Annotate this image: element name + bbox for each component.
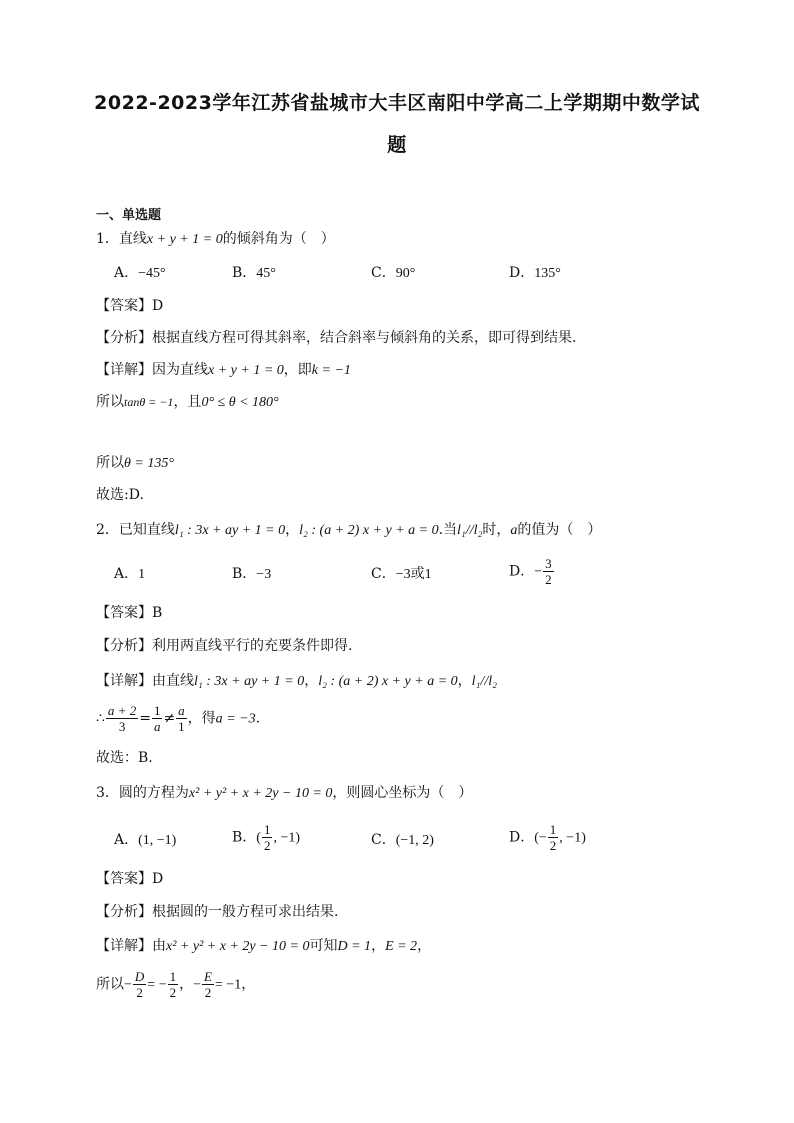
not-equal-sign: ≠ — [163, 710, 176, 727]
document-title: 2022-2023学年江苏省盐城市大丰区南阳中学高二上学期期中数学试 — [94, 92, 700, 114]
q1-option-c — [371, 263, 415, 284]
detail-text: 因为直线 — [152, 362, 208, 378]
numerator: a + 2 — [107, 703, 137, 718]
q2-option-a — [114, 564, 145, 585]
tan-equation: tanθ = −1 — [124, 395, 174, 409]
detail-text: 可知 — [309, 938, 338, 954]
parallel-condition: l₁//l₂ — [471, 674, 497, 689]
q2-answer — [96, 603, 162, 623]
detail-text: 所以 — [96, 455, 124, 471]
numerator: D — [134, 969, 145, 984]
angle-result: θ = 135° — [124, 456, 174, 471]
q2-number: 2． — [96, 522, 119, 538]
option-value: 90° — [395, 266, 416, 281]
q3-analysis — [96, 902, 338, 922]
q1-stem — [96, 229, 335, 250]
q1-detail — [96, 360, 351, 381]
line-l2-equation: l₂ : (a + 2) x + y + a = 0 — [299, 523, 439, 538]
option-value: −45° — [138, 266, 166, 281]
q3-derivation: 所以− $\frac{D}{2}$ = − $\frac{1}{2}$ ，− $\frac{E}{2}$ = −1， — [96, 969, 256, 1000]
q2-stem-text: .当 — [438, 522, 458, 538]
option-value: − — [534, 564, 543, 580]
option-key: A． — [114, 832, 139, 848]
q1-equation: x + y + 1 = 0 — [146, 232, 223, 247]
denominator: 2 — [136, 985, 143, 1000]
q1-conclusion: 故选:D. — [96, 487, 144, 503]
option-key: D． — [509, 265, 535, 281]
q2-derivation — [96, 703, 260, 735]
fraction — [262, 822, 273, 853]
q2-stem — [96, 520, 601, 541]
answer-value: B — [152, 605, 163, 621]
option-key: B． — [232, 265, 257, 281]
detail-tag: 【详解】 — [96, 938, 152, 954]
q2-analysis — [96, 636, 352, 656]
line-l1-equation: l₁ : 3x + ay + 1 = 0 — [174, 523, 286, 538]
q2-stem-text: 已知直线 — [118, 522, 175, 538]
q3-stem-text-end: ，则圆心坐标为（ ） — [332, 785, 473, 801]
denominator: 2 — [263, 838, 271, 853]
answer-tag: 【答案】 — [96, 605, 152, 621]
equals-sign: = − — [147, 977, 167, 993]
option-key: C． — [371, 832, 396, 848]
parallel-condition: l₁//l₂ — [457, 523, 483, 538]
option-key: D． — [509, 829, 535, 846]
denominator: 2 — [549, 838, 557, 853]
q3-stem-text: 圆的方程为 — [118, 785, 189, 801]
detail-tag: 【详解】 — [96, 362, 152, 378]
numerator: 3 — [545, 556, 552, 571]
q1-number: 1． — [96, 231, 119, 247]
q1-stem-text: 直线 — [118, 231, 147, 247]
detail-tag: 【详解】 — [96, 673, 152, 689]
fraction — [202, 969, 214, 1000]
analysis-tag: 【分析】 — [96, 904, 152, 920]
option-value: (−1, 2) — [395, 833, 434, 848]
q1-option-d — [509, 263, 561, 284]
q3-detail — [96, 936, 431, 957]
fraction — [106, 703, 138, 734]
separator: ， — [371, 938, 386, 954]
detail-text: 由直线 — [152, 673, 194, 689]
q3-stem — [96, 783, 472, 804]
numerator: 1 — [549, 822, 557, 837]
numerator: E — [204, 969, 212, 984]
q2-stem-text: 时， — [482, 522, 511, 538]
fraction — [176, 703, 187, 734]
answer-value: D — [152, 298, 164, 314]
q3-answer — [96, 869, 163, 889]
q2-option-d — [509, 556, 555, 587]
detail-text: ，且 — [173, 394, 202, 410]
q1-detail-line1 — [96, 392, 279, 413]
result-value: a = −3 — [215, 711, 256, 727]
denominator: a — [153, 719, 161, 734]
q1-answer — [96, 296, 163, 316]
circle-equation: x² + y² + x + 2y − 10 = 0 — [166, 939, 310, 954]
option-key: D． — [509, 563, 535, 580]
variable-a: a — [510, 523, 518, 538]
q1-detail-line2 — [96, 453, 174, 474]
detail-slope: k = −1 — [311, 363, 351, 378]
separator: ， — [304, 673, 319, 689]
q3-option-b — [232, 822, 300, 853]
option-key: C． — [371, 566, 396, 582]
q3-option-a — [114, 830, 176, 851]
coordinate-rest: , −1) — [559, 830, 586, 846]
detail-text: 所以 — [96, 976, 124, 993]
coordinate-rest: , −1) — [273, 830, 301, 846]
fraction — [133, 969, 146, 1000]
q1-analysis — [96, 328, 576, 348]
line-l2-equation: l₂ : (a + 2) x + y + a = 0 — [318, 674, 458, 689]
fraction — [168, 969, 179, 1000]
option-key: A． — [114, 265, 139, 281]
paren: ( — [256, 830, 261, 846]
detail-text: ，即 — [283, 362, 312, 378]
detail-text: . — [255, 710, 261, 727]
option-value: −3或1 — [395, 567, 432, 582]
q2-option-b — [232, 564, 271, 585]
detail-text: ，得 — [187, 710, 216, 727]
separator: ， — [417, 938, 432, 954]
numerator: 1 — [169, 969, 177, 984]
numerator: 1 — [153, 703, 161, 718]
analysis-tag: 【分析】 — [96, 638, 152, 654]
q1-stem-text-end: 的倾斜角为（ ） — [222, 231, 335, 247]
analysis-tag: 【分析】 — [96, 330, 152, 346]
q1-option-a — [114, 263, 166, 284]
answer-value: D — [152, 871, 164, 887]
answer-tag: 【答案】 — [96, 298, 152, 314]
q3-option-d — [509, 822, 586, 853]
option-key: C． — [371, 265, 396, 281]
paren: (− — [534, 830, 547, 846]
option-value: −3 — [256, 567, 272, 582]
detail-text: 所以 — [96, 394, 124, 410]
option-key: B． — [232, 829, 257, 846]
denominator: 3 — [118, 719, 126, 734]
section-heading: 一、单选题 — [96, 208, 162, 223]
separator: ， — [179, 976, 194, 993]
equals-sign: = — [139, 710, 151, 727]
analysis-text: 利用两直线平行的充要条件即得. — [152, 638, 353, 654]
denominator: 1 — [178, 719, 185, 734]
coef-d: D = 1 — [337, 939, 372, 954]
separator: ， — [457, 673, 472, 689]
denominator: 2 — [169, 985, 177, 1000]
numerator: 1 — [263, 822, 271, 837]
denominator: 2 — [204, 985, 212, 1000]
denominator: 2 — [545, 572, 552, 587]
fraction — [543, 556, 554, 587]
fraction — [548, 822, 559, 853]
option-key: B． — [232, 566, 257, 582]
q3-number: 3． — [96, 785, 119, 801]
q2-stem-text-end: 的值为（ ） — [517, 522, 602, 538]
separator: ， — [241, 976, 256, 993]
option-value: 135° — [534, 266, 561, 281]
analysis-text: 根据直线方程可得其斜率，结合斜率与倾斜角的关系，即可得到结果. — [152, 330, 577, 346]
option-value: (1, −1) — [138, 833, 177, 848]
option-value: 1 — [138, 567, 146, 582]
detail-text: 由 — [152, 938, 166, 954]
answer-tag: 【答案】 — [96, 871, 152, 887]
q1-option-b — [232, 263, 276, 284]
document-title-cont: 题 — [387, 134, 407, 156]
therefore-symbol: ∴ — [96, 710, 105, 727]
option-key: A． — [114, 566, 139, 582]
numerator: a — [178, 703, 185, 718]
circle-equation: x² + y² + x + 2y − 10 = 0 — [188, 786, 333, 801]
fraction — [152, 703, 163, 734]
equals-result: = −1 — [214, 977, 242, 993]
line-l1-equation: l₁ : 3x + ay + 1 = 0 — [194, 674, 305, 689]
analysis-text: 根据圆的一般方程可求出结果. — [152, 904, 339, 920]
detail-equation: x + y + 1 = 0 — [208, 363, 284, 378]
q3-option-c — [371, 830, 434, 851]
q2-option-c — [371, 564, 432, 585]
q2-detail — [96, 671, 497, 692]
coef-e: E = 2 — [385, 939, 418, 954]
angle-range: 0° ≤ θ < 180° — [201, 395, 279, 410]
q2-conclusion: 故选：B. — [96, 750, 153, 766]
separator: ， — [285, 522, 300, 538]
option-value: 45° — [256, 266, 276, 281]
